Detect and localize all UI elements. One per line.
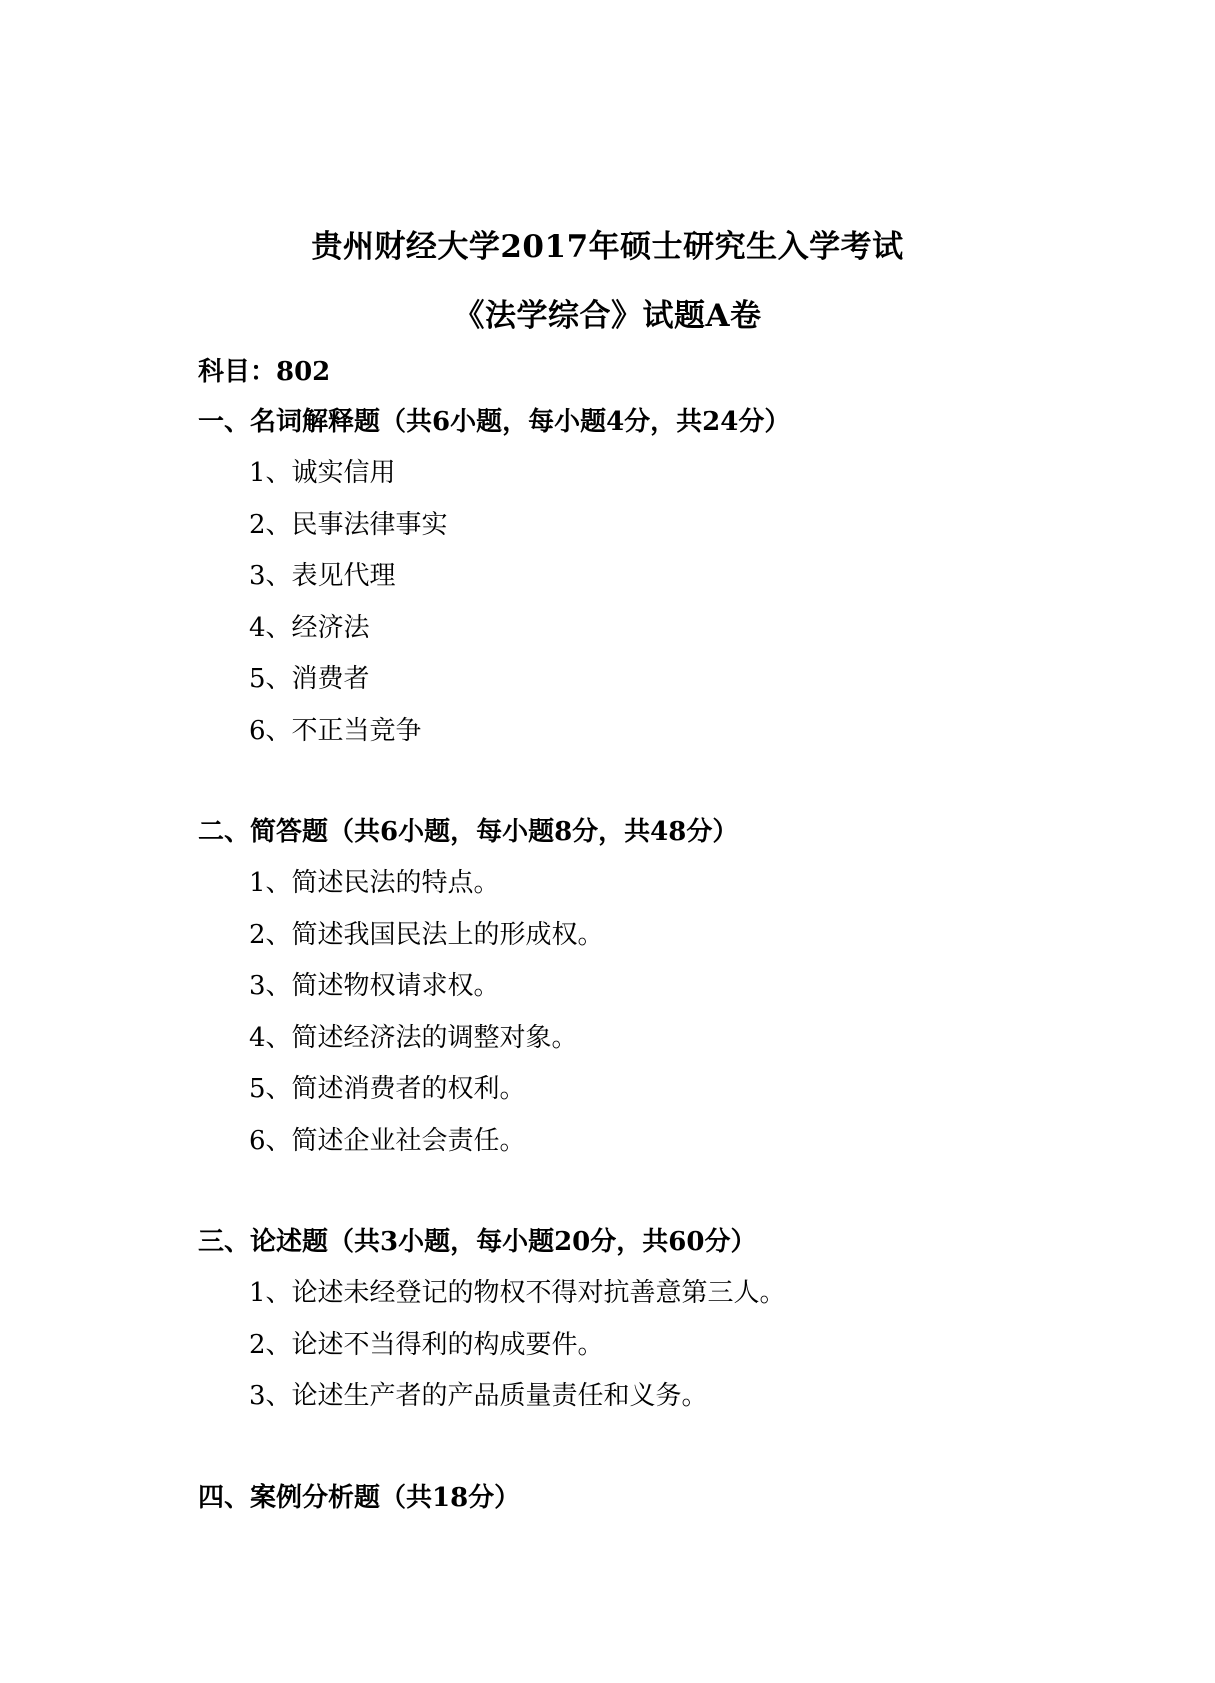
section-heading: 三、论述题（共3小题，每小题20分，共60分） [198,1227,757,1257]
exam-title: 贵州财经大学2017年硕士研究生入学考试 [311,229,904,265]
question-item: 2、民事法律事实 [249,509,448,540]
section-heading: 四、案例分析题（共18分） [198,1483,521,1513]
question-item: 4、经济法 [249,612,370,643]
exam-subtitle: 《法学综合》试题A卷 [453,298,762,334]
question-list [249,1276,786,1431]
question-item: 2、论述不当得利的构成要件。 [249,1329,604,1360]
question-list [249,456,448,765]
question-item: 3、论述生产者的产品质量责任和义务。 [249,1381,708,1411]
question-item: 1、诚实信用 [249,458,396,488]
question-item: 1、论述未经登记的物权不得对抗善意第三人。 [249,1278,786,1308]
subject-code: 科目：802 [198,357,331,387]
question-item: 3、简述物权请求权。 [249,971,500,1001]
question-item: 6、简述企业社会责任。 [249,1125,526,1156]
question-item: 6、不正当竞争 [249,715,422,746]
question-item: 3、表见代理 [249,561,396,591]
section-heading: 二、简答题（共6小题，每小题8分，共48分） [198,817,739,847]
question-item: 2、简述我国民法上的形成权。 [249,919,604,950]
question-list [249,866,604,1175]
question-item: 1、简述民法的特点。 [249,868,500,898]
question-item: 5、消费者 [249,664,370,694]
question-item: 5、简述消费者的权利。 [249,1074,526,1104]
section-heading: 一、名词解释题（共6小题，每小题4分，共24分） [198,407,791,437]
question-item: 4、简述经济法的调整对象。 [249,1022,578,1053]
